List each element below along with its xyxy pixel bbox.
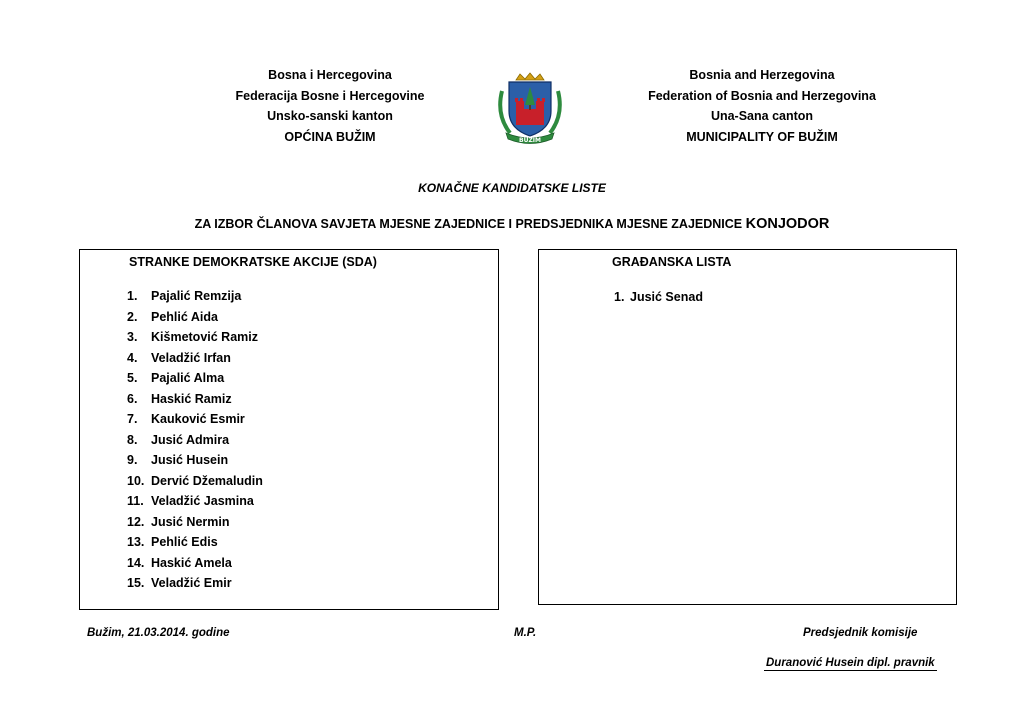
header-canton: Unsko-sanski kanton (267, 109, 393, 123)
list-item: 13. Pehlić Edis (127, 535, 218, 549)
list-item: 11. Veladžić Jasmina (127, 494, 254, 508)
header-federation: Federacija Bosne i Hercegovine (235, 88, 425, 103)
header-canton-en: Una-Sana canton (710, 109, 814, 123)
list-item: 15. Veladžić Emir (127, 576, 232, 590)
document-title: KONAČNE KANDIDATSKE LISTE (418, 181, 606, 195)
stamp-label: M.P. (514, 627, 537, 639)
list-item: 4. Veladžić Irfan (127, 350, 231, 365)
list-title: GRAĐANSKA LISTA (612, 255, 732, 269)
list-item: 8. Jusić Admira (127, 432, 230, 447)
list-item: 6. Haskić Ramiz (127, 391, 232, 406)
candidate-list (614, 287, 703, 308)
list-item: 5. Pajalić Alma (127, 371, 225, 385)
list-title: STRANKE DEMOKRATSKE AKCIJE (SDA) (129, 255, 377, 269)
list-item: 7. Kauković Esmir (127, 412, 245, 426)
candidate-list-gradjanska (538, 249, 957, 605)
header-right (627, 65, 897, 147)
list-item: 12. Jusić Nermin (127, 514, 230, 529)
place-date: Bužim, 21.03.2014. godine (87, 627, 230, 639)
header-left (215, 65, 445, 147)
list-item: 1. Jusić Senad (614, 290, 703, 304)
subtitle-prefix: ZA IZBOR ČLANOVA SAVJETA MJESNE ZAJEDNICE I PREDSJEDNIKA MJESNE ZAJEDNICE (194, 217, 746, 231)
list-item: 1. Pajalić Remzija (127, 289, 242, 303)
header-municipality-en: MUNICIPALITY OF BUŽIM (686, 129, 838, 144)
list-item: 10. Dervić Džemaludin (127, 473, 263, 488)
candidate-list (127, 286, 263, 594)
list-item: 2. Pehlić Aida (127, 309, 218, 324)
header-federation-en: Federation of Bosnia and Herzegovina (648, 88, 876, 103)
header-country-en: Bosnia and Herzegovina (689, 68, 835, 82)
list-item: 14. Haskić Amela (127, 555, 232, 570)
list-item: 3. Kišmetović Ramiz (127, 330, 258, 344)
president-label: Predsjednik komisije (803, 627, 918, 639)
document-subtitle (0, 216, 1024, 232)
president-name: Duranović Husein dipl. pravnik (766, 657, 935, 669)
coat-of-arms-icon (492, 71, 568, 147)
svg-text:BUŽIM: BUŽIM (519, 137, 541, 144)
candidate-list-sda (79, 249, 499, 610)
subtitle-place: KONJODOR (745, 216, 830, 232)
header-country: Bosna i Hercegovina (268, 68, 392, 82)
list-item: 9. Jusić Husein (127, 453, 229, 467)
header-municipality: OPĆINA BUŽIM (284, 129, 376, 144)
